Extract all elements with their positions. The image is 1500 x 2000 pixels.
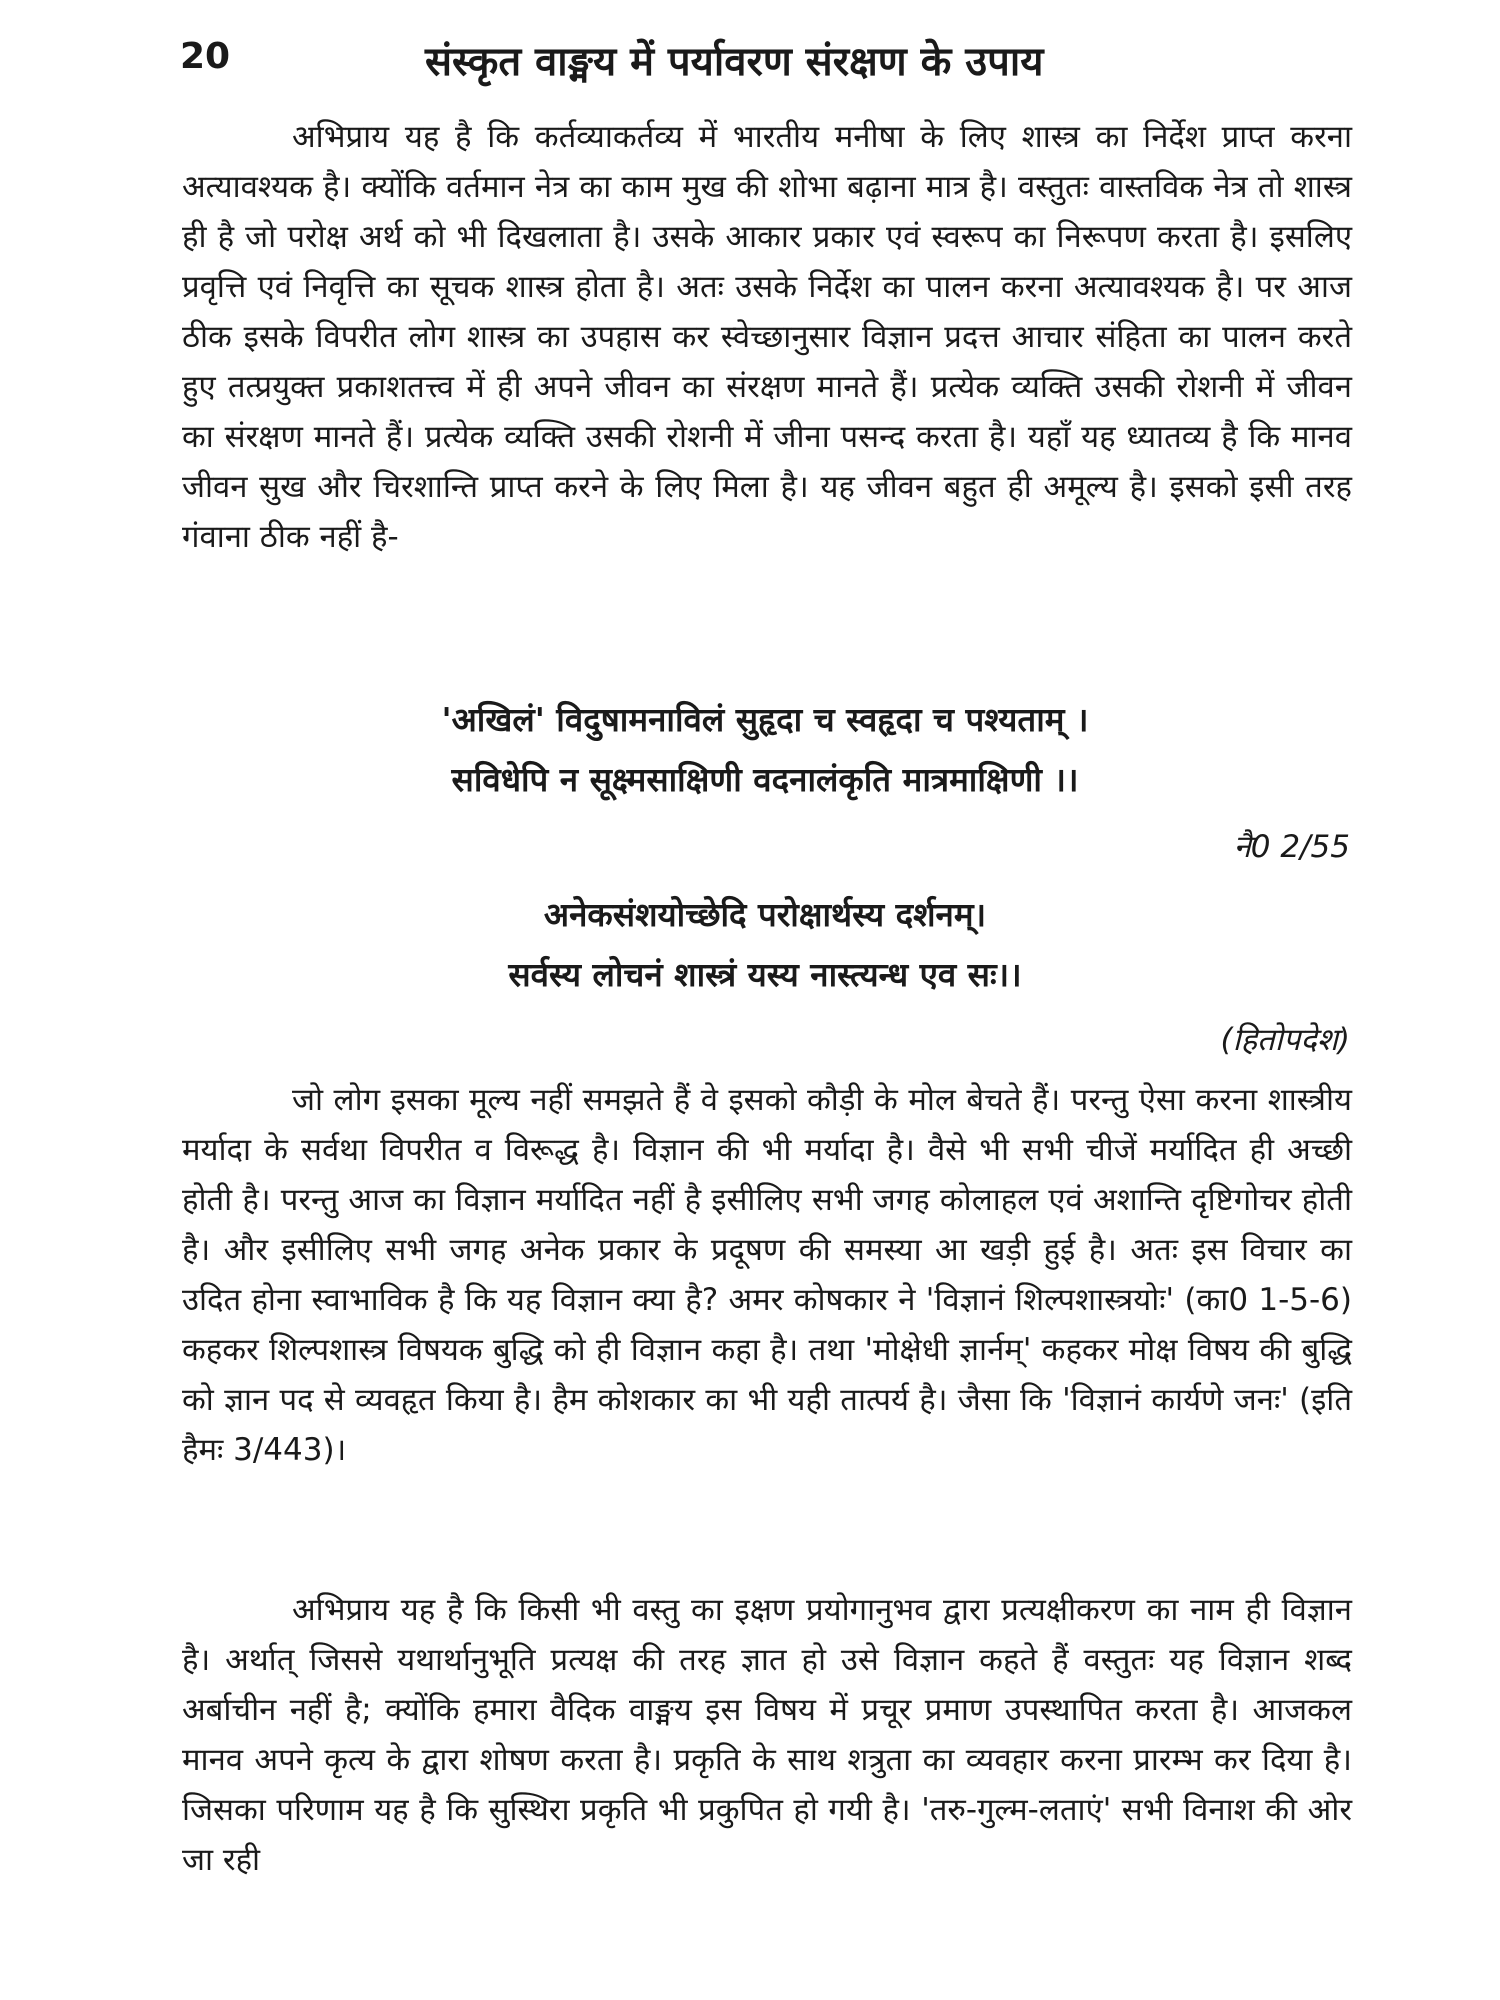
page-number: 20 <box>180 36 231 77</box>
verse-block-1 <box>180 690 1350 810</box>
verse-2-line-1: अनेकसंशयोच्छेदि परोक्षार्थस्य दर्शनम्। <box>543 895 987 934</box>
verse-1-citation: नै0 2/55 <box>1233 829 1350 865</box>
verse-2-line-2: सर्वस्य लोचनं शास्त्रं यस्य नास्त्यन्ध एव सः।। <box>508 955 1022 994</box>
paragraph-3 <box>182 1585 1352 1885</box>
paragraph-3-text: अभिप्राय यह है कि किसी भी वस्तु का इक्षण प्रयोगानुभव द्वारा प्रत्यक्षीकरण का नाम ही विज्ञान है। अर्थात् जिससे यथार्थानुभूति प्रत्यक्ष की तरह ज्ञात हो उसे विज्ञान कहते हैं वस्तुतः यह विज्ञान शब्द अर्बाचीन नहीं है; क्योंकि हमारा वैदिक वाङ्मय इस विषय में प्रचूर प्रमाण उपस्थापित करता है। आजकल मानव अपने कृत्य के द्वारा शोषण करता है। प्रकृति के साथ शत्रुता का व्यवहार करना प्रारम्भ कर दिया है। जिसका परिणाम यह है कि सुस्थिरा प्रकृति भी प्रकुपित हो गयी है। 'तरु-गुल्म-लताएं' सभी विनाश की ओर जा रही <box>182 1592 1352 1878</box>
paragraph-indent <box>182 1592 292 1628</box>
verse-1-line-2: सविधेपि न सूक्ष्मसाक्षिणी वदनालंकृति मात्रमाक्षिणी ।। <box>451 760 1079 799</box>
paragraph-1 <box>182 112 1352 562</box>
running-title: संस्कृत वाङ्मय में पर्यावरण संरक्षण के उपाय <box>425 39 1044 85</box>
page-header <box>180 28 1350 98</box>
paragraph-indent <box>182 1082 292 1118</box>
verse-block-2 <box>180 885 1350 1005</box>
verse-1-line-1: 'अखिलं' विदुषामनाविलं सुहृदा च स्वहृदा च पश्यताम् । <box>441 700 1089 739</box>
paragraph-indent <box>182 119 292 155</box>
paragraph-2-text: जो लोग इसका मूल्य नहीं समझते हैं वे इसको कौड़ी के मोल बेचते हैं। परन्तु ऐसा करना शास्त्रीय मर्यादा के सर्वथा विपरीत व विरूद्ध है। विज्ञान की भी मर्यादा है। वैसे भी सभी चीजें मर्यादित ही अच्छी होती है। परन्तु आज का विज्ञान मर्यादित नहीं है इसीलिए सभी जगह कोलाहल एवं अशान्ति दृष्टिगोचर होती है। और इसीलिए सभी जगह अनेक प्रकार के प्रदूषण की समस्या आ खड़ी हुई है। अतः इस विचार का उदित होना स्वाभाविक है कि यह विज्ञान क्या है? अमर कोषकार ने 'विज्ञानं शिल्पशास्त्रयोः' (का0 1-5-6) कहकर शिल्पशास्त्र विषयक बुद्धि को ही विज्ञान कहा है। तथा 'मोक्षेधी ज्ञार्नम्' कहकर मोक्ष विषय की बुद्धि को ज्ञान पद से व्यवहृत किया है। हैम कोशकार का भी यही तात्पर्य है। जैसा कि 'विज्ञानं कार्यणे जनः' (इति हैमः 3/443)। <box>182 1082 1352 1468</box>
paragraph-1-text: अभिप्राय यह है कि कर्तव्याकर्तव्य में भारतीय मनीषा के लिए शास्त्र का निर्देश प्राप्त करना अत्यावश्यक है। क्योंकि वर्तमान नेत्र का काम मुख की शोभा बढ़ाना मात्र है। वस्तुतः वास्तविक नेत्र तो शास्त्र ही है जो परोक्ष अर्थ को भी दिखलाता है। उसके आकार प्रकार एवं स्वरूप का निरूपण करता है। इसलिए प्रवृत्ति एवं निवृत्ति का सूचक शास्त्र होता है। अतः उसके निर्देश का पालन करना अत्यावश्यक है। पर आज ठीक इसके विपरीत लोग शास्त्र का उपहास कर स्वेच्छानुसार विज्ञान प्रदत्त आचार संहिता का पालन करते हुए तत्प्रयुक्त प्रकाशतत्त्व में ही अपने जीवन का संरक्षण मानते हैं। प्रत्येक व्यक्ति उसकी रोशनी में जीवन का संरक्षण मानते हैं। प्रत्येक व्यक्ति उसकी रोशनी में जीना पसन्द करता है। यहाँ यह ध्यातव्य है कि मानव जीवन सुख और चिरशान्ति प्राप्त करने के लिए मिला है। यह जीवन बहुत ही अमूल्य है। इसको इसी तरह गंवाना ठीक नहीं है- <box>182 119 1352 555</box>
verse-2-citation: (हितोपदेश) <box>1220 1022 1350 1058</box>
paragraph-2 <box>182 1075 1352 1475</box>
